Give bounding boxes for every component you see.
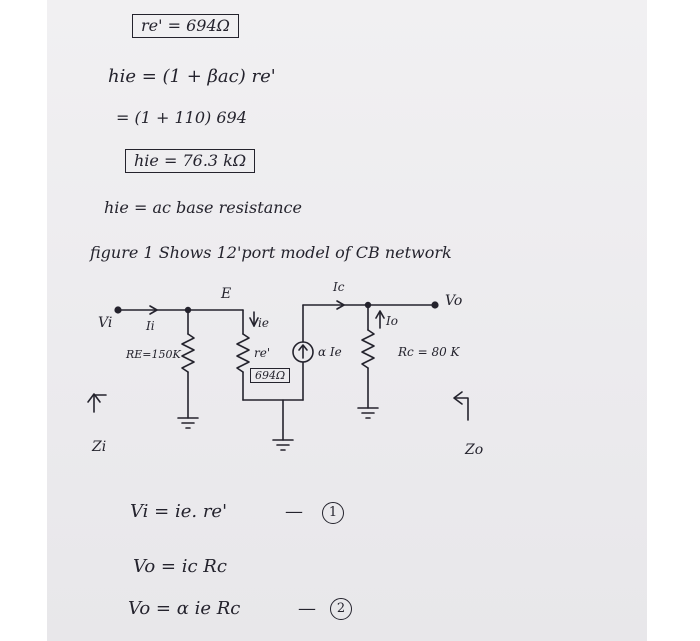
equation-1-dash: — — [285, 501, 303, 522]
label-zi: Zi — [92, 439, 107, 455]
label-e: E — [221, 286, 232, 302]
equation-2: Vo = ic Rc — [133, 556, 227, 577]
figure-caption: figure 1 Shows 12'port model of CB network — [90, 243, 452, 262]
label-ic: Ic — [333, 280, 345, 294]
label-zo: Zo — [465, 442, 484, 458]
label-re-resistor: RE=150K — [126, 348, 181, 361]
re-result-boxed: re' = 694Ω — [132, 14, 239, 38]
hie-formula: hie = (1 + βac) re' — [108, 66, 276, 87]
output-terminal — [432, 302, 438, 308]
equation-3-number: 2 — [330, 598, 352, 620]
hie-result-boxed: hie = 76.3 kΩ — [125, 149, 255, 173]
equation-3: Vo = α ie Rc — [128, 598, 241, 619]
label-vi: Vi — [98, 315, 113, 331]
equation-3-dash: — — [298, 598, 316, 619]
label-io: Io — [386, 314, 398, 328]
equation-1-number: 1 — [322, 502, 344, 524]
label-rc: Rc = 80 K — [398, 345, 460, 359]
re-prime-resistor — [237, 334, 249, 372]
label-alpha-ie: α Ie — [318, 345, 342, 359]
label-vo: Vo — [445, 293, 463, 309]
rc-resistor — [362, 330, 374, 368]
input-terminal — [115, 307, 121, 313]
label-ie: ie — [258, 316, 269, 330]
equation-1: Vi = ie. re' — [130, 501, 228, 522]
label-re-value: 694Ω — [250, 368, 290, 383]
re-resistor — [182, 334, 194, 372]
hie-substitution: = (1 + 110) 694 — [116, 108, 247, 127]
label-ii: Ii — [146, 319, 155, 333]
label-re-prime: re' — [254, 346, 271, 360]
hie-definition: hie = ac base resistance — [104, 198, 302, 217]
